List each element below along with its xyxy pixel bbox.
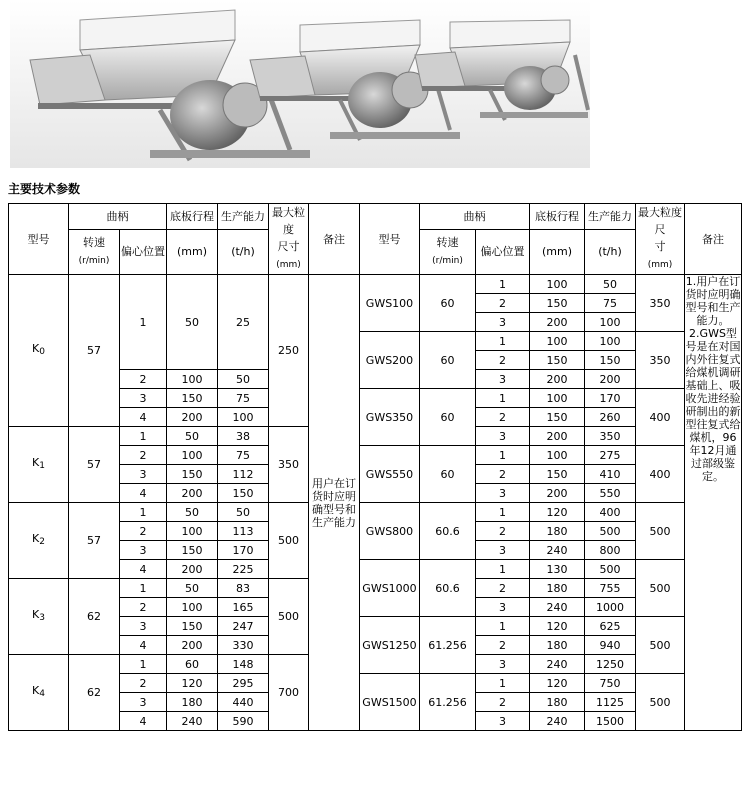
stroke-value: 200 xyxy=(530,427,585,446)
speed-value: 62 xyxy=(69,579,120,655)
stroke-value: 180 xyxy=(167,693,218,712)
stroke-value: 200 xyxy=(530,484,585,503)
speed-value: 62 xyxy=(69,655,120,731)
stroke-value: 60 xyxy=(167,655,218,674)
stroke-value: 50 xyxy=(167,275,218,370)
header-stroke-unit: (mm) xyxy=(530,229,585,274)
maxsize-value: 400 xyxy=(636,446,685,503)
header-crank: 曲柄 xyxy=(420,204,530,230)
eccentric-position: 2 xyxy=(120,522,167,541)
eccentric-position: 2 xyxy=(476,636,530,655)
eccentric-position: 1 xyxy=(476,503,530,522)
technical-parameters-table xyxy=(8,203,742,731)
stroke-value: 200 xyxy=(167,484,218,503)
stroke-value: 100 xyxy=(530,275,585,294)
stroke-value: 150 xyxy=(530,408,585,427)
eccentric-position: 3 xyxy=(476,484,530,503)
eccentric-position: 1 xyxy=(120,579,167,598)
speed-value: 60.6 xyxy=(420,503,476,560)
capacity-value: 500 xyxy=(585,522,636,541)
stroke-value: 50 xyxy=(167,579,218,598)
maxsize-value: 500 xyxy=(269,579,309,655)
capacity-value: 100 xyxy=(585,332,636,351)
stroke-value: 240 xyxy=(167,712,218,731)
eccentric-position: 2 xyxy=(120,370,167,389)
header-crank: 曲柄 xyxy=(69,204,167,230)
model-name: $K_0$ xyxy=(9,275,69,427)
stroke-value: 150 xyxy=(530,294,585,313)
stroke-value: 200 xyxy=(167,560,218,579)
eccentric-position: 3 xyxy=(476,370,530,389)
eccentric-position: 1 xyxy=(476,617,530,636)
model-name: $K_4$ xyxy=(9,655,69,731)
stroke-value: 120 xyxy=(530,617,585,636)
eccentric-position: 1 xyxy=(476,560,530,579)
stroke-value: 150 xyxy=(167,389,218,408)
maxsize-value: 500 xyxy=(636,560,685,617)
stroke-value: 130 xyxy=(530,560,585,579)
eccentric-position: 1 xyxy=(120,427,167,446)
capacity-value: 750 xyxy=(585,674,636,693)
eccentric-position: 3 xyxy=(120,541,167,560)
speed-value: 60.6 xyxy=(420,560,476,617)
eccentric-position: 1 xyxy=(476,275,530,294)
header-speed: 转速 (r/min) xyxy=(69,229,120,274)
stroke-value: 100 xyxy=(167,598,218,617)
eccentric-position: 1 xyxy=(120,275,167,370)
capacity-value: 350 xyxy=(585,427,636,446)
stroke-value: 100 xyxy=(530,332,585,351)
capacity-value: 25 xyxy=(218,275,269,370)
header-maxsize: 最大粒度 尺寸 (mm) xyxy=(269,204,309,275)
maxsize-value: 250 xyxy=(269,275,309,427)
capacity-value: 260 xyxy=(585,408,636,427)
capacity-value: 440 xyxy=(218,693,269,712)
header-stroke: 底板行程 xyxy=(530,204,585,230)
capacity-value: 75 xyxy=(585,294,636,313)
eccentric-position: 3 xyxy=(476,427,530,446)
model-name: GWS200 xyxy=(360,332,420,389)
capacity-value: 247 xyxy=(218,617,269,636)
stroke-value: 200 xyxy=(167,408,218,427)
stroke-value: 200 xyxy=(167,636,218,655)
maxsize-value: 350 xyxy=(636,332,685,389)
maxsize-value: 500 xyxy=(636,674,685,731)
stroke-value: 150 xyxy=(167,617,218,636)
remark-note: 用户在订货时应明确型号和生产能力 xyxy=(309,275,360,731)
capacity-value: 100 xyxy=(585,313,636,332)
header-model: 型号 xyxy=(360,204,420,275)
model-name: GWS800 xyxy=(360,503,420,560)
eccentric-position: 2 xyxy=(120,674,167,693)
header-remark: 备注 xyxy=(309,204,360,275)
capacity-value: 500 xyxy=(585,560,636,579)
stroke-value: 100 xyxy=(167,446,218,465)
section-heading: 主要技术参数 xyxy=(8,182,81,196)
eccentric-position: 2 xyxy=(476,294,530,313)
capacity-value: 100 xyxy=(218,408,269,427)
capacity-value: 38 xyxy=(218,427,269,446)
eccentric-position: 3 xyxy=(476,541,530,560)
header-maxsize: 最大粒度尺 寸 (mm) xyxy=(636,204,685,275)
stroke-value: 100 xyxy=(530,389,585,408)
capacity-value: 83 xyxy=(218,579,269,598)
capacity-value: 170 xyxy=(585,389,636,408)
capacity-value: 400 xyxy=(585,503,636,522)
capacity-value: 295 xyxy=(218,674,269,693)
eccentric-position: 3 xyxy=(476,712,530,731)
capacity-value: 150 xyxy=(218,484,269,503)
eccentric-position: 2 xyxy=(476,351,530,370)
speed-value: 57 xyxy=(69,427,120,503)
model-name: GWS350 xyxy=(360,389,420,446)
model-name: GWS100 xyxy=(360,275,420,332)
capacity-value: 50 xyxy=(218,370,269,389)
eccentric-position: 4 xyxy=(120,712,167,731)
capacity-value: 1500 xyxy=(585,712,636,731)
speed-value: 60 xyxy=(420,389,476,446)
capacity-value: 165 xyxy=(218,598,269,617)
header-stroke-unit: (mm) xyxy=(167,229,218,274)
capacity-value: 1000 xyxy=(585,598,636,617)
header-speed: 转速 (r/min) xyxy=(420,229,476,274)
capacity-value: 800 xyxy=(585,541,636,560)
stroke-value: 240 xyxy=(530,655,585,674)
eccentric-position: 2 xyxy=(120,598,167,617)
stroke-value: 180 xyxy=(530,522,585,541)
model-name: $K_1$ xyxy=(9,427,69,503)
maxsize-value: 500 xyxy=(636,503,685,560)
stroke-value: 240 xyxy=(530,541,585,560)
maxsize-value: 350 xyxy=(269,427,309,503)
header-capacity-unit: (t/h) xyxy=(585,229,636,274)
stroke-value: 100 xyxy=(167,522,218,541)
eccentric-position: 4 xyxy=(120,484,167,503)
stroke-value: 180 xyxy=(530,693,585,712)
stroke-value: 240 xyxy=(530,712,585,731)
stroke-value: 120 xyxy=(167,674,218,693)
maxsize-value: 400 xyxy=(636,389,685,446)
eccentric-position: 1 xyxy=(476,332,530,351)
eccentric-position: 3 xyxy=(120,465,167,484)
eccentric-position: 3 xyxy=(476,598,530,617)
eccentric-position: 3 xyxy=(476,313,530,332)
capacity-value: 410 xyxy=(585,465,636,484)
eccentric-position: 2 xyxy=(476,408,530,427)
header-capacity: 生产能力 xyxy=(218,204,269,230)
model-name: GWS1250 xyxy=(360,617,420,674)
capacity-value: 1125 xyxy=(585,693,636,712)
capacity-value: 75 xyxy=(218,446,269,465)
capacity-value: 940 xyxy=(585,636,636,655)
capacity-value: 113 xyxy=(218,522,269,541)
model-name: GWS1500 xyxy=(360,674,420,731)
capacity-value: 112 xyxy=(218,465,269,484)
stroke-value: 200 xyxy=(530,370,585,389)
speed-value: 57 xyxy=(69,275,120,427)
eccentric-position: 4 xyxy=(120,636,167,655)
stroke-value: 150 xyxy=(530,351,585,370)
eccentric-position: 2 xyxy=(120,446,167,465)
capacity-value: 275 xyxy=(585,446,636,465)
eccentric-position: 1 xyxy=(476,674,530,693)
capacity-value: 150 xyxy=(585,351,636,370)
eccentric-position: 2 xyxy=(476,579,530,598)
eccentric-position: 1 xyxy=(120,655,167,674)
capacity-value: 75 xyxy=(218,389,269,408)
header-eccentric: 偏心位置 xyxy=(120,229,167,274)
eccentric-position: 2 xyxy=(476,465,530,484)
capacity-value: 200 xyxy=(585,370,636,389)
eccentric-position: 2 xyxy=(476,693,530,712)
stroke-value: 200 xyxy=(530,313,585,332)
eccentric-position: 1 xyxy=(476,446,530,465)
capacity-value: 625 xyxy=(585,617,636,636)
stroke-value: 240 xyxy=(530,598,585,617)
model-name: $K_2$ xyxy=(9,503,69,579)
feeder-machines-photo xyxy=(10,0,590,168)
header-remark: 备注 xyxy=(685,204,742,275)
eccentric-position: 4 xyxy=(120,560,167,579)
maxsize-value: 500 xyxy=(636,617,685,674)
eccentric-position: 1 xyxy=(120,503,167,522)
capacity-value: 225 xyxy=(218,560,269,579)
stroke-value: 100 xyxy=(530,446,585,465)
model-name: GWS1000 xyxy=(360,560,420,617)
header-capacity-unit: (t/h) xyxy=(218,229,269,274)
maxsize-value: 350 xyxy=(636,275,685,332)
eccentric-position: 3 xyxy=(476,655,530,674)
speed-value: 60 xyxy=(420,275,476,332)
stroke-value: 50 xyxy=(167,427,218,446)
eccentric-position: 1 xyxy=(476,389,530,408)
capacity-value: 755 xyxy=(585,579,636,598)
speed-value: 61.256 xyxy=(420,674,476,731)
stroke-value: 50 xyxy=(167,503,218,522)
stroke-value: 120 xyxy=(530,503,585,522)
speed-value: 61.256 xyxy=(420,617,476,674)
speed-value: 57 xyxy=(69,503,120,579)
header-model: 型号 xyxy=(9,204,69,275)
capacity-value: 50 xyxy=(218,503,269,522)
stroke-value: 150 xyxy=(167,465,218,484)
eccentric-position: 3 xyxy=(120,389,167,408)
maxsize-value: 500 xyxy=(269,503,309,579)
speed-value: 60 xyxy=(420,446,476,503)
stroke-value: 180 xyxy=(530,579,585,598)
stroke-value: 120 xyxy=(530,674,585,693)
eccentric-position: 3 xyxy=(120,617,167,636)
model-name: GWS550 xyxy=(360,446,420,503)
remark-note: 1.用户在订货时应明确型号和生产能力。2.GWS型号是在对国内外往复式给煤机调研基础上、吸收先进经验研制出的新型往复式给煤机，96年12月通过部级鉴定。 xyxy=(685,275,742,731)
stroke-value: 150 xyxy=(167,541,218,560)
stroke-value: 180 xyxy=(530,636,585,655)
header-capacity: 生产能力 xyxy=(585,204,636,230)
capacity-value: 170 xyxy=(218,541,269,560)
capacity-value: 148 xyxy=(218,655,269,674)
eccentric-position: 4 xyxy=(120,408,167,427)
header-stroke: 底板行程 xyxy=(167,204,218,230)
capacity-value: 50 xyxy=(585,275,636,294)
capacity-value: 590 xyxy=(218,712,269,731)
model-name: $K_3$ xyxy=(9,579,69,655)
capacity-value: 330 xyxy=(218,636,269,655)
eccentric-position: 3 xyxy=(120,693,167,712)
capacity-value: 1250 xyxy=(585,655,636,674)
header-eccentric: 偏心位置 xyxy=(476,229,530,274)
stroke-value: 150 xyxy=(530,465,585,484)
stroke-value: 100 xyxy=(167,370,218,389)
speed-value: 60 xyxy=(420,332,476,389)
maxsize-value: 700 xyxy=(269,655,309,731)
eccentric-position: 2 xyxy=(476,522,530,541)
capacity-value: 550 xyxy=(585,484,636,503)
